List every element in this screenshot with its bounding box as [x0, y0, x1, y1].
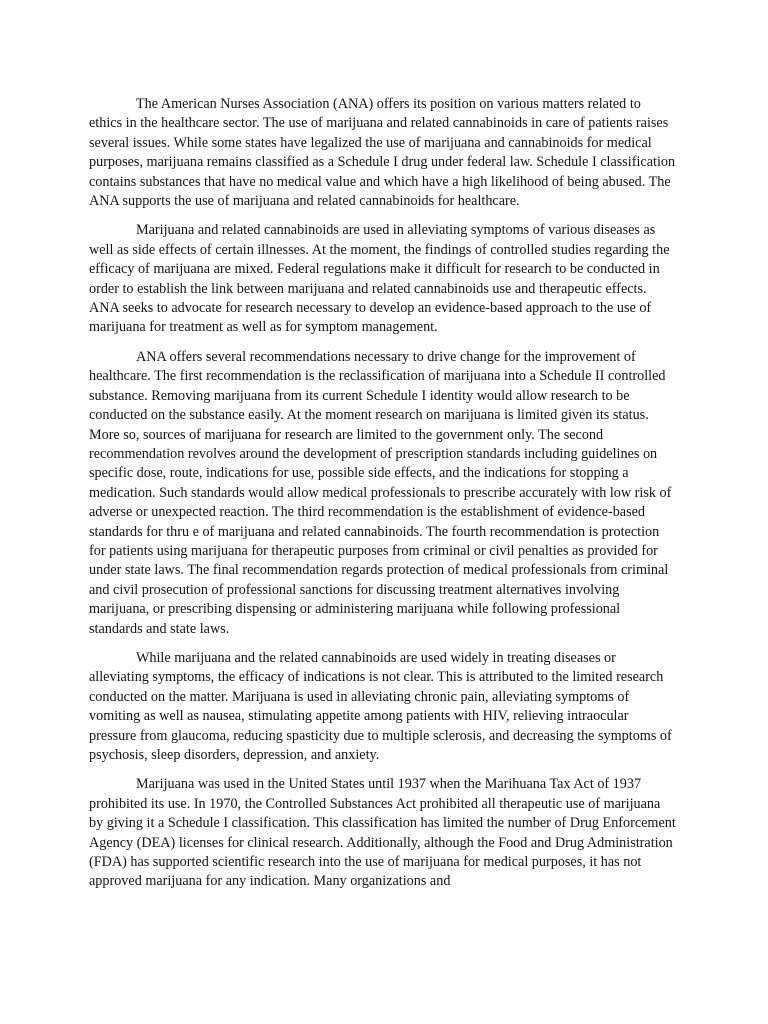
paragraph-ana-position: The American Nurses Association (ANA) offers its position on various matters related to ethics in the healthcare sector. The use of marijuana and related cannabinoids in care of patients raises several issues. While some states have legalized the use of marijuana and cannabinoids for medical purposes, marijuana remains classified as a Schedule I drug under federal law. Schedule I classification contains substances that have no medical value and which have a high likelihood of being abused. The ANA supports the use of marijuana and related cannabinoids for healthcare.: [89, 96, 676, 210]
paragraph-history: Marijuana was used in the United States until 1937 when the Marihuana Tax Act of 1937 prohibited its use. In 1970, the Controlled Substances Act prohibited all therapeutic use of marijuana by giving it a Schedule I classification. This classification has limited the number of Drug Enforcement Agency (DEA) licenses for clinical research. Additionally, although the Food and Drug Administration (FDA) has supported scientific research into the use of marijuana for medical purposes, it has not approved marijuana for any indication. Many organizations and: [89, 776, 676, 890]
paragraph-recommendations: ANA offers several recommendations necessary to drive change for the improvement of healthcare. The first recommendation is the reclassification of marijuana into a Schedule II controlled substance. Removing marijuana from its current Schedule I identity would allow research to be conducted on the substance easily. At the moment research on marijuana is limited given its status. More so, sources of marijuana for research are limited to the government only. The second recommendation revolves around the development of prescription standards including guidelines on specific dose, route, indications for use, possible side effects, and the indications for stopping a medication. Such standards would allow medical professionals to prescribe accurately with low risk of adverse or unexpected reaction. The third recommendation is the establishment of evidence-based standards for thru e of marijuana and related cannabinoids. The fourth recommendation is protection for patients using marijuana for therapeutic purposes from criminal or civil penalties as provided for under state laws. The final recommendation regards protection of medical professionals from criminal and civil prosecution of professional sanctions for discussing treatment alternatives involving marijuana, or prescribing dispensing or administering marijuana while following professional standards and state laws.: [89, 348, 672, 637]
paragraph-efficacy: While marijuana and the related cannabinoids are used widely in treating diseases or alleviating symptoms, the efficacy of indications is not clear. This is attributed to the limited research conducted on the matter. Marijuana is used in alleviating chronic pain, alleviating symptoms of vomiting as well as nausea, stimulating appetite among patients with HIV, relieving intraocular pressure from glaucoma, reducing spasticity due to multiple sclerosis, and decreasing the symptoms of psychosis, sleep disorders, depression, and anxiety.: [89, 649, 672, 763]
paragraph-cannabinoid-use: Marijuana and related cannabinoids are used in alleviating symptoms of various diseases as well as side effects of certain illnesses. At the moment, the findings of controlled studies regarding the efficacy of marijuana are mixed. Federal regulations make it difficult for research to be conducted in order to establish the link between marijuana and related cannabinoids use and therapeutic effects. ANA seeks to advocate for research necessary to develop an evidence-based approach to the use of marijuana for treatment as well as for symptom management.: [89, 222, 670, 336]
document-body: [89, 95, 677, 902]
